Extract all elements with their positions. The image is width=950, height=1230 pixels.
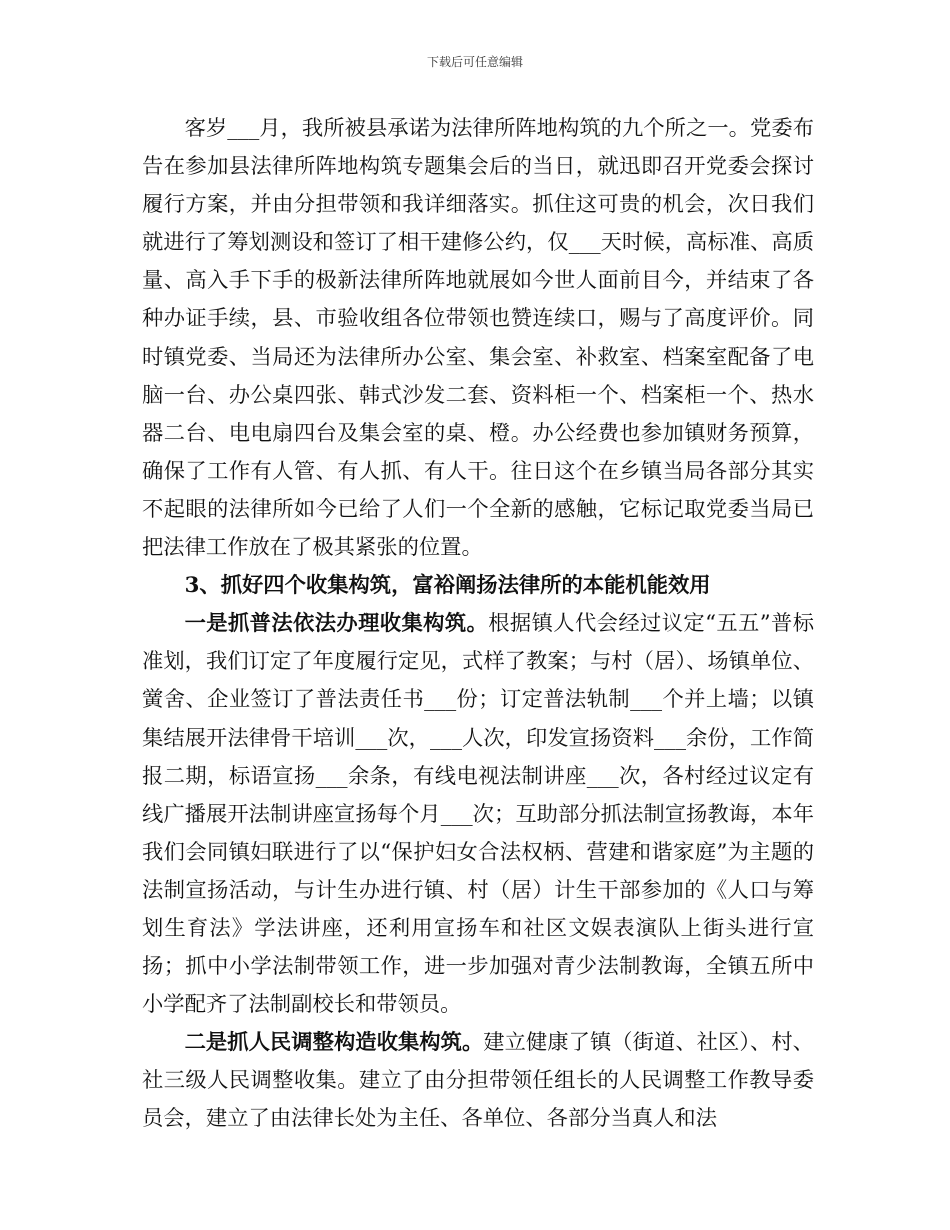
paragraph-1 <box>142 110 814 567</box>
paragraph-2-lead: 一是抓普法依法办理收集构筑。 <box>184 611 489 637</box>
paragraph-3-lead: 二是抓人民调整构造收集构筑。 <box>184 1030 484 1056</box>
page-header: 下载后可任意编辑 <box>426 55 523 69</box>
paragraph-3 <box>142 1024 814 1138</box>
paragraph-3-text: 建立健康了镇（街道、社区）、村、社三级人民调整收集。建立了由分担带领任组长的人民调整工作教导委员会，建立了由法律长处为主任、各单位、各部分当真人和法 <box>142 1030 814 1132</box>
paragraph-1-text: 客岁___月，我所被县承诺为法律所阵地构筑的九个所之一。党委布告在参加县法律所阵地构筑专题集会后的当日，就迅即召开党委会探讨履行方案，并由分担带领和我详细落实。抓住这可贵的机会，次日我们就进行了筹划测设和签订了相干建修公约，仅___天时候，高标准、高质量、高入手下手的极新法律所阵地就展如今世人面前目今，并结束了各种办证手续，县、市验收组各位带领也赞连续口，赐与了高度评价。同时镇党委、当局还为法律所办公室、集会室、补救室、档案室配备了电脑一台、办公桌四张、韩式沙发二套、资料柜一个、档案柜一个、热水器二台、电电扇四台及集会室的桌、橙。办公经费也参加镇财务预算，确保了工作有人管、有人抓、有人干。往日这个在乡镇当局各部分其实不起眼的法律所如今已给了人们一个全新的感触，它标记取党委当局已把法律工作放在了极其紧张的位置。 <box>142 116 814 561</box>
document-body <box>142 110 814 1139</box>
paragraph-2-text: 根据镇人代会经过议定“五五”普标准划，我们订定了年度履行定见，式样了教案；与村（居）、场镇单位、黉舍、企业签订了普法责任书___份；订定普法轨制___个并上墙；以镇集结展开法律骨干培训___次，___人次，印发宣扬资料___余份，工作简报二期，标语宣扬___余条，有线电视法制讲座___次，各村经过议定有线广播展开法制讲座宣扬每个月___次；互助部分抓法制宣扬教诲，本年我们会同镇妇联进行了以“保护妇女合法权柄、营建和谐家庭”为主题的法制宣扬活动，与计生办进行镇、村（居）计生干部参加的《人口与筹划生育法》学法讲座，还利用宣扬车和社区文娱表演队上街头进行宣扬；抓中小学法制带领工作，进一步加强对青少法制教诲，全镇五所中小学配齐了法制副校长和带领员。 <box>142 611 814 1018</box>
paragraph-2 <box>142 605 814 1024</box>
section-heading: 3、抓好四个收集构筑，富裕阐扬法律所的本能机能效用 <box>184 573 711 599</box>
